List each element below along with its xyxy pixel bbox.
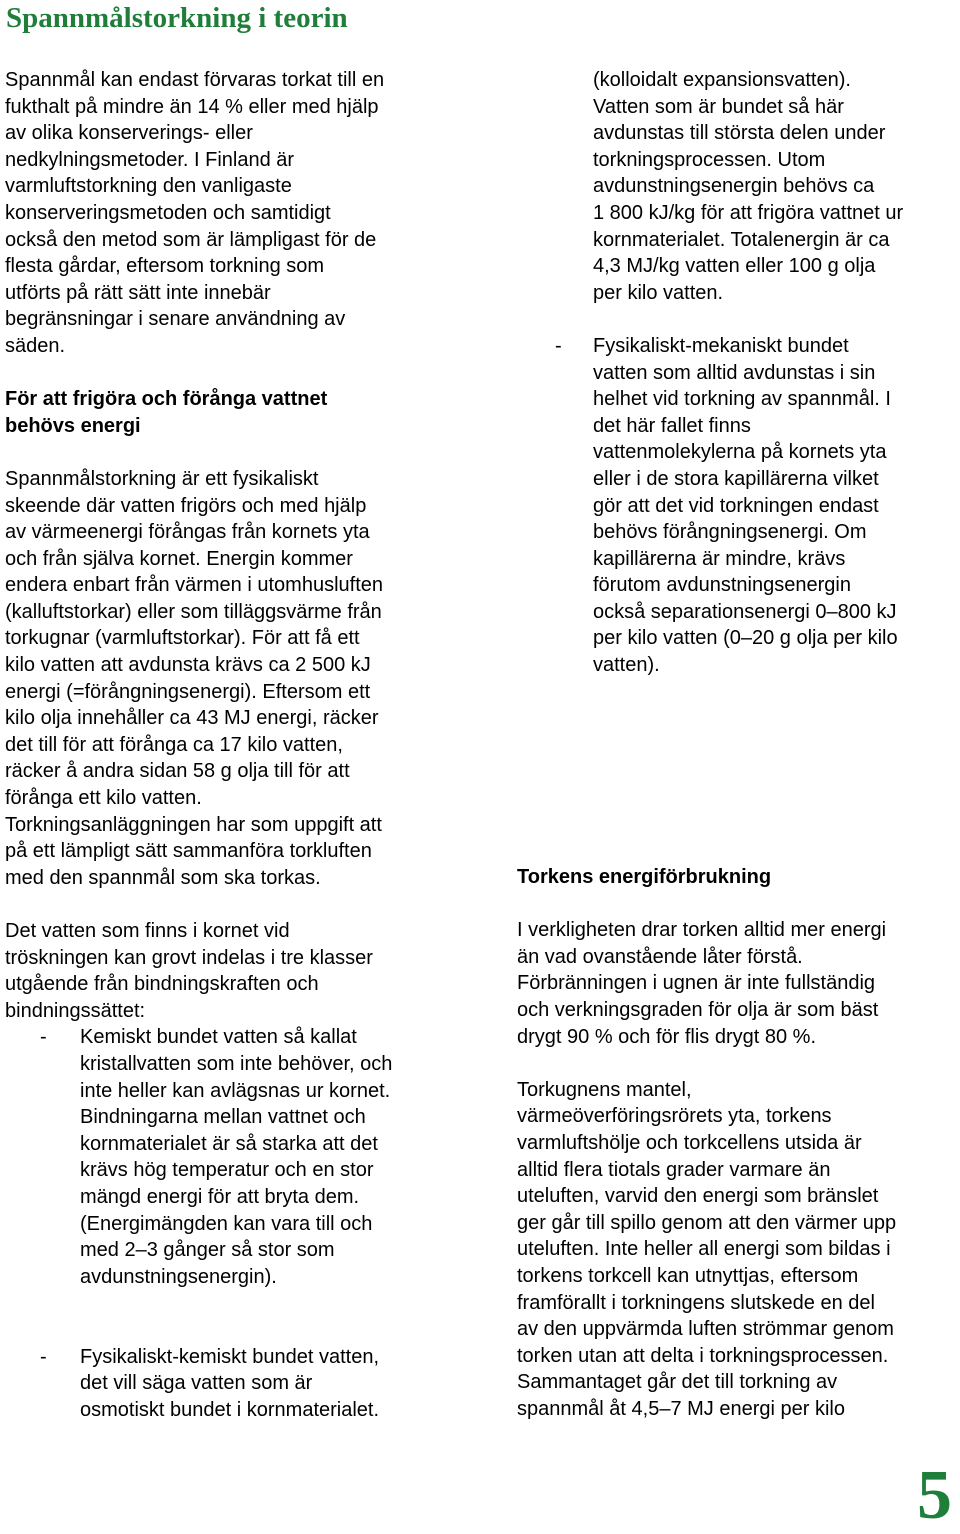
text-line: (kolloidalt expansionsvatten). bbox=[593, 69, 851, 91]
text-line: uteluften. Inte heller all energi som bildas i bbox=[517, 1238, 891, 1261]
text-line: värmeöverföringsrörets yta, torkens bbox=[517, 1105, 832, 1128]
text-line: vattenmolekylerna på kornets yta bbox=[593, 441, 887, 464]
text-line: avdunstas till största delen under bbox=[593, 122, 886, 145]
intro-paragraph bbox=[5, 67, 455, 360]
list-item-physicochemical-water-continued bbox=[555, 67, 955, 306]
text-line: energi (=förångningsenergi). Eftersom ett bbox=[5, 680, 371, 703]
list-item-physicochemical-water bbox=[5, 1344, 455, 1424]
text-line: kornmaterialet. Totalenergin är ca bbox=[593, 228, 890, 251]
text-line: avdunstningsenergin behövs ca bbox=[593, 175, 875, 198]
bullet-dash: - bbox=[40, 1026, 47, 1049]
text-line: Torkugnens mantel, bbox=[517, 1078, 692, 1101]
text-line: torken utan att delta i torkningsprocessen. bbox=[517, 1344, 889, 1367]
text-line: behövs förångningsenergi. Om bbox=[593, 521, 867, 544]
text-line: och från själva kornet. Energin kommer bbox=[5, 547, 353, 570]
text-line: Kemiskt bundet vatten så kallat bbox=[80, 1026, 357, 1049]
text-line: med den spannmål som ska torkas. bbox=[5, 866, 321, 889]
text-line: på ett lämpligt sätt sammanföra torkluften bbox=[5, 840, 372, 863]
left-column bbox=[5, 67, 455, 1423]
text-line: per kilo vatten (0–20 g olja per kilo bbox=[593, 627, 898, 650]
text-line: osmotiskt bundet i kornmaterialet. bbox=[80, 1398, 380, 1421]
text-line: tröskningen kan grovt indelas i tre klasser bbox=[5, 946, 373, 969]
text-line: avdunstningsenergin). bbox=[80, 1265, 277, 1288]
energy-paragraph bbox=[5, 466, 455, 892]
text-line: nedkylningsmetoder. I Finland är bbox=[5, 148, 295, 171]
section-heading-energy-consumption: Torkens energiförbrukning bbox=[517, 866, 772, 888]
text-line: Fysikaliskt-kemiskt bundet vatten, bbox=[80, 1345, 379, 1368]
text-line: skeende där vatten frigörs och med hjälp bbox=[5, 494, 367, 517]
text-line: det vill säga vatten som är bbox=[80, 1372, 313, 1395]
text-line: säden. bbox=[5, 334, 66, 357]
text-line: (Energimängden kan vara till och bbox=[80, 1212, 373, 1235]
text-line: eller i de stora kapillärerna vilket bbox=[593, 467, 879, 490]
text-line: och verkningsgraden för olja är som bäst bbox=[517, 998, 879, 1021]
text-line: spannmål åt 4,5–7 MJ energi per kilo bbox=[517, 1397, 845, 1420]
text-line: utförts på rätt sätt inte innebär bbox=[5, 281, 271, 304]
page-number: 5 bbox=[917, 1457, 952, 1534]
text-line: än vad ovanstående låter förstå. bbox=[517, 945, 803, 968]
right-column-bottom bbox=[517, 864, 957, 1422]
text-line: inte heller kan avlägsnas ur kornet. bbox=[80, 1079, 391, 1102]
text-line: Spannmål kan endast förvaras torkat till en bbox=[5, 69, 385, 91]
text-line: 1 800 kJ/kg för att frigöra vattnet ur bbox=[593, 201, 904, 224]
text-line: bindningssättet: bbox=[5, 999, 146, 1022]
text-line: konserveringsmetoden och samtidigt bbox=[5, 201, 331, 224]
text-line: Torkningsanläggningen har som uppgift att bbox=[5, 813, 382, 836]
text-line: av olika konserverings- eller bbox=[5, 122, 253, 145]
text-line: varmluftstorkning den vanligaste bbox=[5, 175, 292, 198]
text-line: fukthalt på mindre än 14 % eller med hjälp bbox=[5, 95, 379, 118]
text-line: flesta gårdar, eftersom torkning som bbox=[5, 255, 325, 278]
text-line: Bindningarna mellan vattnet och bbox=[80, 1106, 366, 1129]
text-line: per kilo vatten. bbox=[593, 281, 724, 304]
text-line: Fysikaliskt-mekaniskt bundet bbox=[593, 334, 849, 357]
text-line: (kalluftstorkar) eller som tilläggsvärme från bbox=[5, 600, 382, 623]
spacer bbox=[5, 360, 455, 387]
spacer bbox=[517, 1050, 957, 1077]
spacer bbox=[5, 1290, 455, 1317]
text-line: av värmeenergi förångas från kornets yta bbox=[5, 521, 370, 544]
text-line: torkens torkcell kan utnyttjas, eftersom bbox=[517, 1264, 859, 1287]
text-line: vatten som alltid avdunstas i sin bbox=[593, 361, 876, 384]
list-item-text bbox=[593, 333, 955, 679]
section-heading-energy bbox=[5, 386, 455, 439]
text-line: gör att det vid torkningen endast bbox=[593, 494, 879, 517]
text-line: helhet vid torkning av spannmål. I bbox=[593, 388, 891, 411]
text-line: utgående från bindningskraften och bbox=[5, 973, 319, 996]
text-line: mängd energi för att bryta dem. bbox=[80, 1185, 360, 1208]
text-line: drygt 90 % och för flis drygt 80 %. bbox=[517, 1025, 817, 1048]
text-line: av den uppvärmda luften strömmar genom bbox=[517, 1318, 894, 1341]
text-line: 4,3 MJ/kg vatten eller 100 g olja bbox=[593, 255, 876, 278]
text-line: kilo vatten att avdunsta krävs ca 2 500 kJ bbox=[5, 654, 371, 677]
spacer bbox=[517, 891, 957, 918]
spacer bbox=[5, 439, 455, 466]
text-line: förånga ett kilo vatten. bbox=[5, 787, 202, 810]
text-line: framförallt i torkningens slutskede en del bbox=[517, 1291, 875, 1314]
text-line: kilo olja innehåller ca 43 MJ energi, räcker bbox=[5, 707, 379, 730]
text-line: kornmaterialet är så starka att det bbox=[80, 1132, 378, 1155]
list-item-text bbox=[80, 1024, 455, 1290]
text-line: varmluftshölje och torkcellens utsida är bbox=[517, 1131, 862, 1154]
text-line: kapillärerna är mindre, krävs bbox=[593, 547, 846, 570]
text-line: uteluften, varvid den energi som bränslet bbox=[517, 1185, 879, 1208]
text-line: torkugnar (varmluftstorkar). För att få ett bbox=[5, 627, 360, 650]
spacer bbox=[5, 891, 455, 918]
page-title: Spannmålstorkning i teorin bbox=[6, 2, 348, 34]
text-line: Vatten som är bundet så här bbox=[593, 95, 844, 118]
spacer bbox=[5, 1317, 455, 1344]
text-line: krävs hög temperatur och en stor bbox=[80, 1159, 374, 1182]
heading-line: För att frigöra och förånga vattnet bbox=[5, 388, 328, 411]
text-line: endera enbart från värmen i utomhusluften bbox=[5, 574, 383, 597]
text-line: torkningsprocessen. Utom bbox=[593, 148, 826, 171]
text-line: också den metod som är lämpligast för de bbox=[5, 228, 377, 251]
right-column-top bbox=[555, 67, 955, 679]
text-line: Sammantaget går det till torkning av bbox=[517, 1371, 838, 1394]
text-line: Förbränningen i ugnen är inte fullständig bbox=[517, 972, 876, 995]
text-line: begränsningar i senare användning av bbox=[5, 308, 346, 331]
heat-loss-paragraph bbox=[517, 1077, 957, 1423]
text-line: Spannmålstorkning är ett fysikaliskt bbox=[5, 467, 319, 490]
text-line: Det vatten som finns i kornet vid bbox=[5, 920, 290, 942]
text-line: kristallvatten som inte behöver, och bbox=[80, 1052, 393, 1075]
classes-paragraph bbox=[5, 918, 455, 1024]
text-line: I verkligheten drar torken alltid mer energi bbox=[517, 919, 887, 942]
list-item-text bbox=[593, 67, 955, 306]
text-line: ger går till spillo genom att den värmer upp bbox=[517, 1211, 897, 1234]
text-line: alltid flera tiotals grader varmare än bbox=[517, 1158, 831, 1181]
heading-line: behövs energi bbox=[5, 414, 141, 437]
text-line: med 2–3 gånger så stor som bbox=[80, 1239, 335, 1262]
list-item-physicomechanical-water bbox=[555, 333, 955, 679]
text-line: vatten). bbox=[593, 654, 660, 677]
list-item-chemical-water bbox=[5, 1024, 455, 1290]
bullet-dash: - bbox=[40, 1345, 47, 1368]
bullet-dash: - bbox=[555, 334, 562, 357]
text-line: det till för att förånga ca 17 kilo vatten, bbox=[5, 733, 343, 756]
list-item-text bbox=[80, 1344, 455, 1424]
text-line: förutom avdunstningsenergin bbox=[593, 574, 851, 597]
consumption-paragraph bbox=[517, 917, 957, 1050]
text-line: det här fallet finns bbox=[593, 414, 751, 437]
text-line: också separationsenergi 0–800 kJ bbox=[593, 600, 897, 623]
spacer bbox=[555, 306, 955, 333]
text-line: räcker å andra sidan 58 g olja till för att bbox=[5, 760, 350, 783]
